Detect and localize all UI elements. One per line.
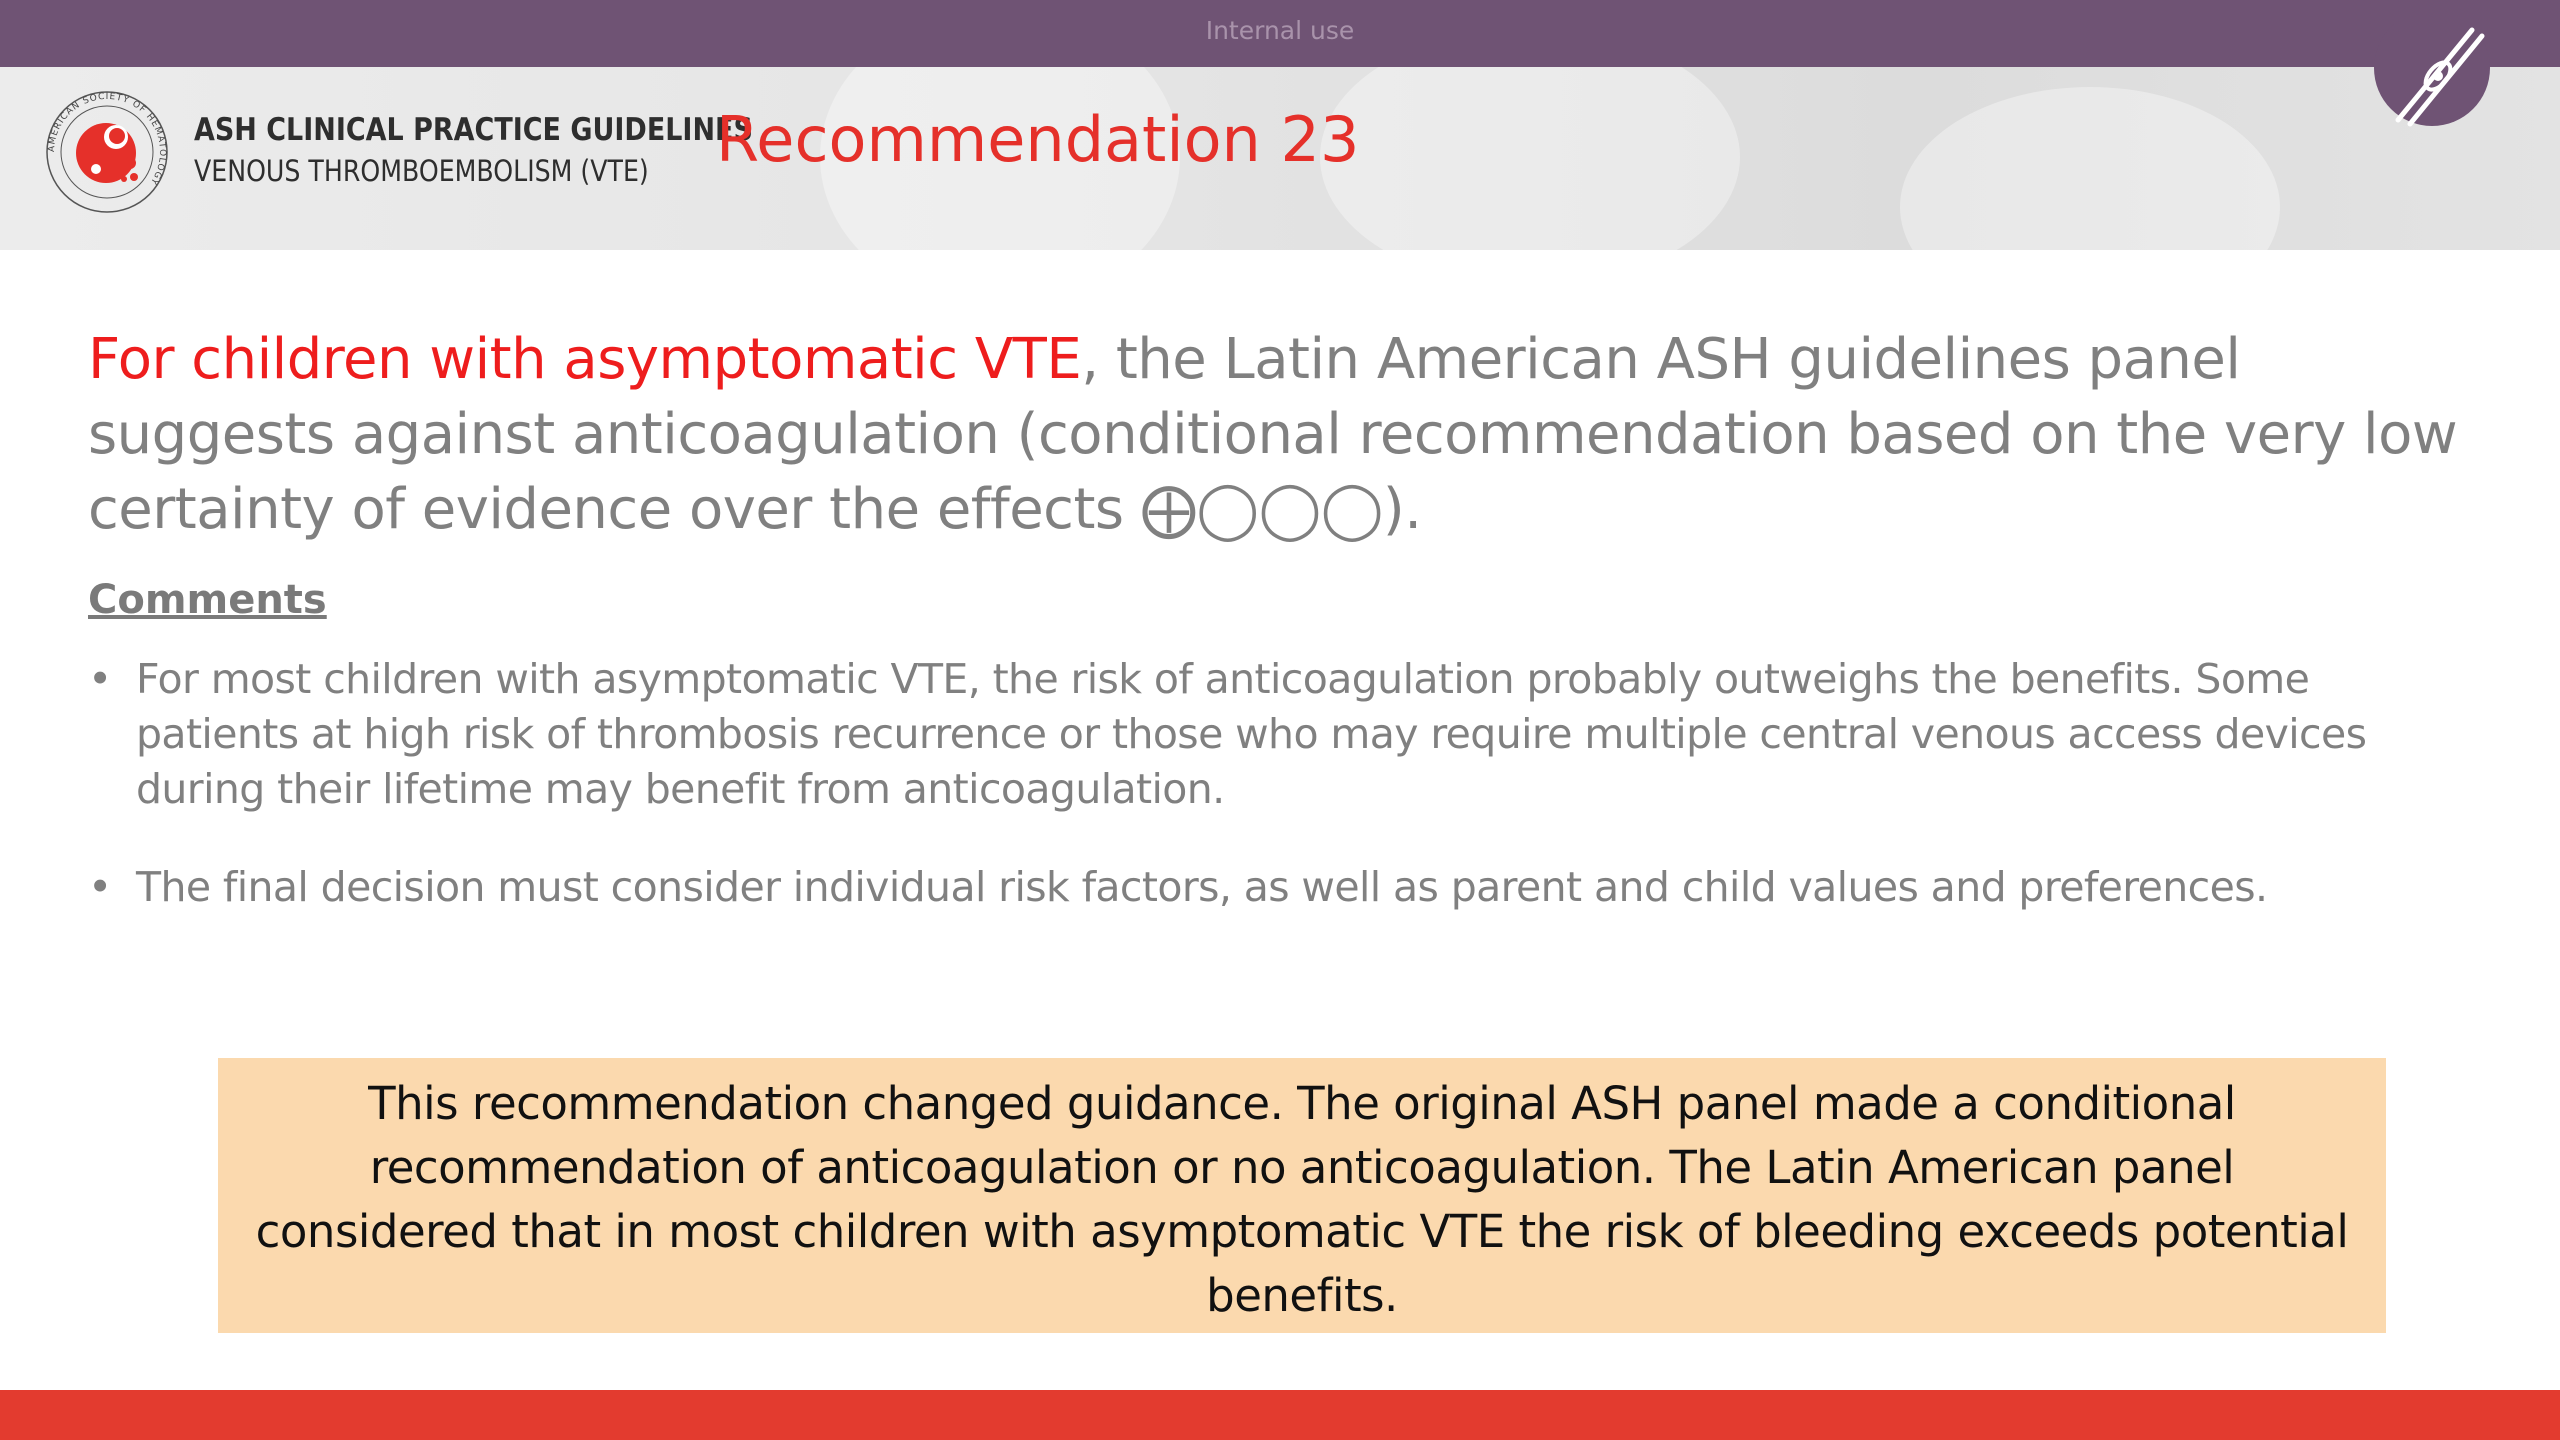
note-text: This recommendation changed guidance. The original ASH panel made a conditional recommendation of anticoagulation or no anticoagulation. The Latin American panel considered that in most children with asymptomatic VTE the risk of bleeding exceeds potential benefits.: [255, 1077, 2349, 1322]
list-item: [88, 860, 2418, 915]
bullet-icon: •: [88, 863, 112, 911]
comments-list: [88, 652, 2418, 915]
slide-title: Recommendation 23: [716, 103, 1360, 176]
background-cell-shape: [1900, 87, 2280, 250]
guidance-change-note: [218, 1058, 2386, 1333]
classification-bar: [0, 0, 2560, 67]
brand-title: ASH CLINICAL PRACTICE GUIDELINES: [194, 112, 753, 148]
comment-text: The final decision must consider individual risk factors, as well as parent and child values and preferences.: [136, 863, 2268, 911]
comments-heading: Comments: [88, 577, 327, 623]
brand-subtitle: VENOUS THROMBOEMBOLISM (VTE): [194, 154, 649, 188]
list-item: [88, 652, 2418, 817]
background-cell-shape: [1320, 67, 1740, 250]
footer-bar: [0, 1390, 2560, 1440]
logo-seal-text: AMERICAN SOCIETY OF HEMATOLOGY: [46, 91, 168, 187]
recommendation-statement: [88, 322, 2488, 547]
comment-text: For most children with asymptomatic VTE, the risk of anticoagulation probably outweighs the benefits. Some patients at high risk of thrombosis recurrence or those who may require multiple central venous access devices during their lifetime may benefit from anticoagulation.: [136, 655, 2367, 813]
classification-label: Internal use: [1205, 16, 1355, 45]
slide-header: [0, 67, 2560, 250]
ash-seal-logo: [44, 89, 170, 219]
statement-rest: , the Latin American ASH guidelines panel suggests against anticoagulation (conditional recommendation based on the very low certainty of evidence over the effects ⨁◯◯◯).: [88, 327, 2458, 542]
bullet-icon: •: [88, 655, 112, 703]
statement-lead: For children with asymptomatic VTE: [88, 327, 1082, 392]
vein-section-icon: [2372, 24, 2492, 138]
